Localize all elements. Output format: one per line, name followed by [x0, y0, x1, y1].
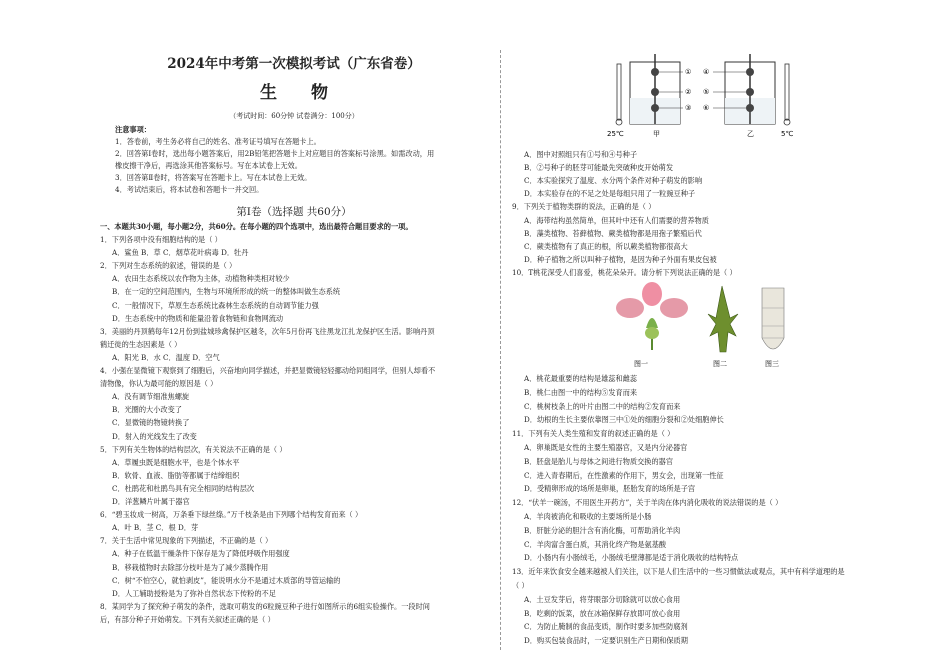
label-num: ④ [703, 68, 710, 76]
question-line: A．土豆发芽后，将芽眼部分切除就可以放心食用 [524, 594, 681, 604]
question-line: A．草履虫既是细胞水平，也是个体水平 [112, 457, 240, 467]
label-num: ① [685, 68, 692, 76]
question-line: D．种子植物之所以叫种子植物，是因为种子外面有果皮包被 [524, 254, 717, 264]
question-line: 11．下列有关人类生殖和发育的叙述正确的是（ ） [512, 429, 675, 439]
question-line: D．本实验存在的不足之处是每组只用了一粒豌豆种子 [524, 189, 696, 199]
peach-structure-figure [612, 278, 812, 372]
question-line: 6．“碧玉妆成一树高，万条垂下绿丝绦。”万千枝条是由下列哪个结构发育而来（ ） [100, 510, 363, 520]
question-line: B．胚盘是胎儿与母体之间进行物质交换的器官 [524, 456, 674, 466]
question-line: 7．关于生活中常见现象的下列描述，不正确的是（ ） [100, 536, 273, 546]
label-num: ② [685, 88, 692, 96]
fig1-label: 图一 [634, 360, 648, 368]
question-line: A．羊肉被消化和吸收的主要场所是小肠 [524, 512, 652, 521]
note-line: 1．答卷前，考生务必将自己的姓名、准考证号填写在答题卡上。 [115, 137, 321, 146]
question-line: A．种子在低温干燥条件下保存是为了降低呼吸作用强度 [112, 549, 290, 559]
notes-heading: 注意事项： [115, 125, 151, 134]
subject-title: 生物 [260, 83, 362, 103]
question-line: 9．下列关于植物类群的说法，正确的是（ ） [512, 202, 656, 212]
question-line: A．没有调节细准焦螺旋 [112, 392, 190, 402]
question-line: A．桃花最重要的结构是雄蕊和雌蕊 [524, 374, 638, 383]
label-num: ③ [685, 104, 692, 112]
question-line: A．阳光 B．水 C．温度 D．空气 [112, 352, 220, 362]
note-line: 4．考试结束后，将本试卷和答题卡一并交回。 [115, 185, 264, 194]
question-line: B．光圈的大小改变了 [112, 405, 182, 415]
question-line: D．射入的光线发生了改变 [112, 431, 197, 441]
question-line: C．进入青春期后，在性激素的作用下，男女会，出现第一性征 [524, 470, 724, 480]
question-line: B．②号种子的胚芽可能最先突破种皮开始萌发 [524, 163, 674, 173]
beaker-jia-label: 甲 [653, 130, 660, 138]
column-divider [500, 50, 501, 650]
question-line: B．吃剩的饭菜，放在冰箱保鲜存放即可放心食用 [524, 608, 681, 618]
question-line: D．受精卵形成的场所是卵巢，胚胎发育的场所是子宫 [524, 484, 696, 494]
question-line: 10．T桃花深受人们喜爱，桃花朵朵开。请分析下列说法正确的是（ ） [512, 267, 737, 277]
question-line: A．鲨鱼 B．草 C．烟草花叶病毒 D．牡丹 [112, 248, 249, 258]
question-line: C．桃树枝条上的叶片由图二中的结构②发育而来 [524, 401, 681, 411]
question-line: B．移栽植物时去除部分枝叶是为了减少蒸腾作用 [112, 562, 269, 572]
exam-title: 2024年中考第一次模拟考试（广东省卷） [167, 56, 421, 72]
question-line: C．羊肉富含蛋白质，其消化终产物是氨基酸 [524, 539, 667, 549]
fig3-label: 图三 [765, 360, 779, 368]
fig2-label: 图二 [713, 360, 727, 368]
question-line: C．杜鹃花和杜鹃鸟具有完全相同的结构层次 [112, 483, 255, 493]
question-line: D．人工辅助授粉是为了弥补自然状态下传粉的不足 [112, 588, 276, 598]
question-line: B．桃仁由图一中的结构⑤发育而来 [524, 387, 638, 397]
question-line: A．叶 B．茎 C．根 D．芽 [112, 523, 199, 533]
question-line: C．树“不怕空心，就怕剥皮”，能说明水分不是通过木质部的导管运输的 [112, 575, 341, 585]
question-line: D．小肠内有小肠绒毛，小肠绒毛壁薄都是适于消化吸收的结构特点 [524, 553, 739, 563]
question-line: B．肝脏分泌的胆汁含有消化酶，可帮助消化羊肉 [524, 525, 681, 535]
question-line: 3．美丽的丹顶鹤每年12月份到盐城珍禽保护区越冬，次年5月份再飞往黑龙江扎龙保护区生活。影响丹顶 [100, 326, 435, 336]
section-heading: 第Ⅰ卷（选择题 共60分） [236, 206, 352, 218]
note-line: 3．回答第Ⅱ卷时，将答案写在答题卡上。写在本试卷上无效。 [115, 173, 312, 182]
question-line: 后，有部分种子开始萌发。下列有关叙述正确的是（ ） [100, 614, 275, 624]
question-line: D．购买包装食品时，一定要识别生产日期和保质期 [524, 636, 688, 646]
question-line: A．海带结构虽然简单，但其叶中还有人们需要的营养物质 [524, 215, 709, 225]
question-line: D．幼根的生长主要依靠图三中①处的细胞分裂和②处细胞伸长 [524, 415, 724, 425]
question-line: B．软骨、血液、脂肪等都属于结缔组织 [112, 470, 240, 480]
beaker-yi-label: 乙 [747, 130, 754, 138]
question-line: C．显微镜的物镜转换了 [112, 418, 190, 428]
question-line: C．为防止腌制的食品变质，制作时要多加些防腐剂 [524, 622, 688, 632]
seed-germination-figure [605, 50, 805, 142]
temp-left: 25℃ [607, 130, 624, 138]
note-line: 橡皮擦干净后，再选涂其他答案标号。写在本试卷上无效。 [115, 161, 302, 170]
exam-meta: （考试时间：60分钟 试卷满分：100分） [229, 112, 359, 120]
note-line: 2．回答第Ⅰ卷时，选出每小题答案后，用2B铅笔把答题卡上对应题目的答案标号涂黑。如需改动，用 [115, 149, 435, 158]
question-line: B．藻类植物、苔藓植物、蕨类植物都是用孢子繁殖后代 [524, 228, 702, 238]
question-line: C．本实验探究了温度、水分两个条件对种子萌发的影响 [524, 176, 703, 186]
question-line: 2．下列对生态系统的叙述，错误的是（ ） [100, 261, 237, 271]
question-line: A．农田生态系统以农作物为主体，动植物种类相对较少 [112, 274, 290, 284]
question-line: A．图中对照组只有①号和④号种子 [524, 150, 638, 159]
question-line: A．卵巢既是女性的主要生殖器官，又是内分泌器官 [524, 443, 688, 452]
question-line: 鹤迁徙的生态因素是（ ） [100, 339, 182, 349]
question-line: 12．“伏羊一碗汤，不用医生开药方”，关于羊肉在体内消化吸收的说法错误的是（ ） [512, 498, 783, 508]
question-line: B．在一定的空间范围内，生物与环境所形成的统一的整体叫做生态系统 [112, 287, 341, 297]
question-line: D．洋葱鳞片叶属于器官 [112, 497, 190, 506]
question-line: 清物像，你认为最可能的原因是（ ） [100, 379, 218, 389]
question-line: 8．某同学为了探究种子萌发的条件，选取可萌发的6粒豌豆种子进行如图所示的6组实验操作。一段时间 [100, 601, 430, 611]
question-line: 4．小强在显微镜下观察到了细胞后，兴奋地向同学描述，并把显微镜轻轻挪动给同组同学，但别人却看不 [100, 366, 436, 375]
label-num: ⑥ [703, 104, 710, 112]
question-line: D．生态系统中的物质和能量沿着食物链和食物网流动 [112, 313, 284, 323]
question-line: 1．下列各项中没有细胞结构的是（ ） [100, 235, 222, 244]
question-line: 5．下列有关生物体的结构层次，有关说法不正确的是（ ） [100, 444, 287, 454]
question-line: （ ） [512, 581, 529, 590]
question-line: C．一般情况下，草原生态系统比森林生态系统的自动调节能力强 [112, 300, 319, 310]
question-line: C．蕨类植物有了真正的根，所以蕨类植物都很高大 [524, 241, 688, 251]
temp-right: 5℃ [781, 130, 794, 138]
label-num: ⑤ [703, 88, 710, 96]
section-instruction: 一、本题共30小题，每小题2分，共60分。在每小题的四个选项中，选出最符合题目要求的一项。 [100, 222, 413, 231]
question-line: 13．近年来饮食安全越来越被人们关注，以下是人们生活中的一些习惯做法或观点，其中有科学道理的是 [512, 567, 845, 577]
